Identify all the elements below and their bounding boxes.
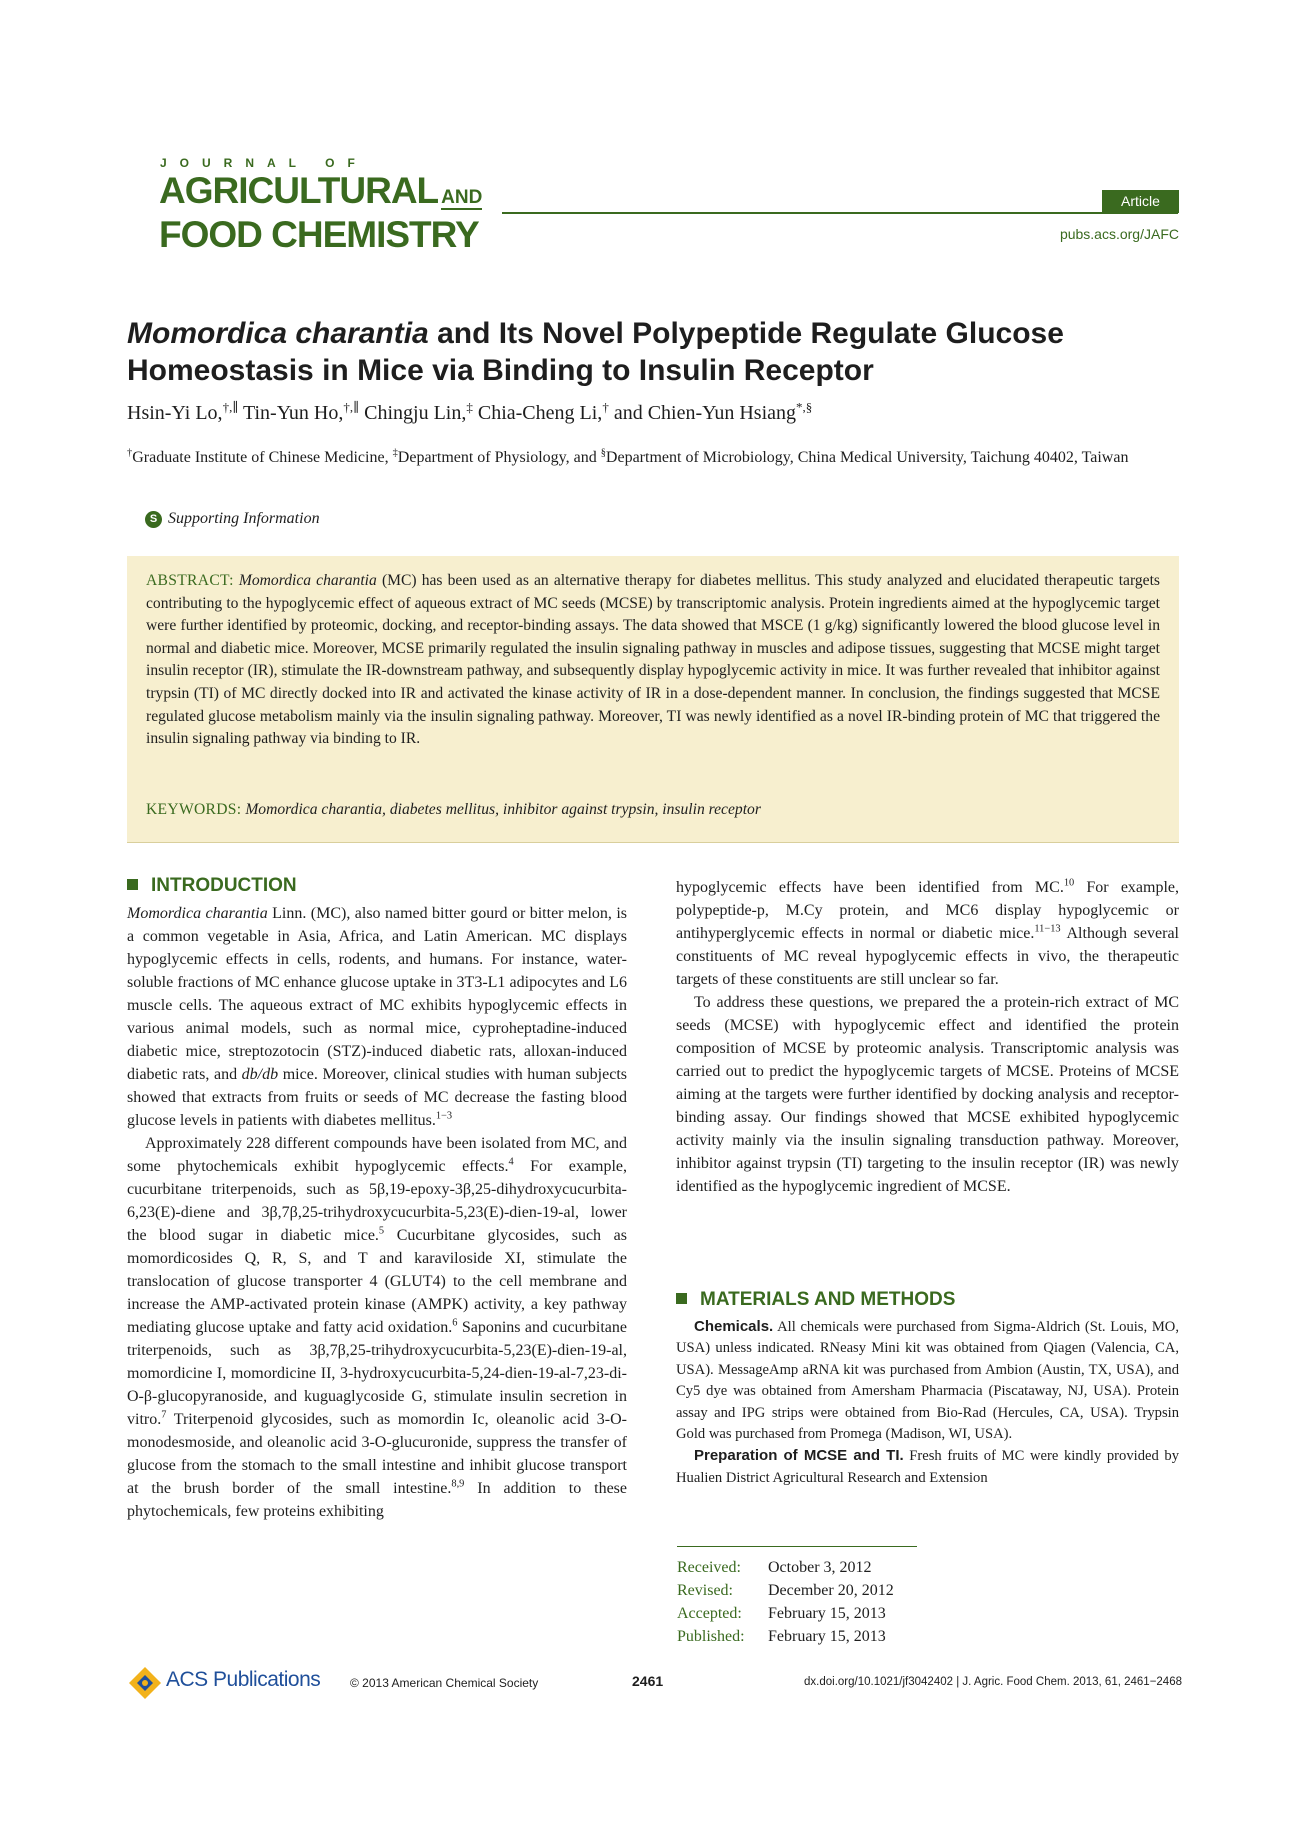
copyright: © 2013 American Chemical Society [350,1676,539,1690]
abstract-species: Momordica charantia [238,572,377,589]
acs-logo-icon [127,1665,163,1701]
author-affil-mark: *,§ [796,399,813,415]
affil-mark: † [127,447,133,459]
title-italic-species: Momordica charantia [127,317,429,350]
affil-text: Department of Microbiology, China Medical University, Taichung 40402, Taiwan [605,449,1129,466]
intro-paragraph-continued [676,876,1179,991]
publication-dates [677,1556,894,1648]
journal-title-line1 [159,172,482,217]
date-value: February 15, 2013 [768,1605,886,1622]
affil-text: Graduate Institute of Chinese Medicine, [132,449,393,466]
date-value: October 3, 2012 [768,1559,872,1576]
affiliations [127,446,1182,469]
keywords-label: KEYWORDS: [146,801,242,818]
chemicals-paragraph [676,1316,1179,1445]
date-row [677,1556,894,1579]
article-title [127,315,1187,389]
author-affil-mark: † [602,399,609,415]
masthead-rule [502,212,1178,214]
date-row [677,1625,894,1648]
citation-ref[interactable]: 6 [452,1317,458,1329]
page-number: 2461 [632,1673,664,1689]
author-name: Hsin-Yi Lo, [127,402,223,424]
date-label: Revised: [677,1582,733,1599]
author-list [127,400,1187,426]
journal-title-and: AND [441,187,483,208]
date-label: Accepted: [677,1605,742,1622]
author-affil-mark: †,∥ [222,399,239,415]
citation-ref[interactable]: 8,9 [451,1478,465,1490]
author-name: Chingju Lin, [364,402,467,424]
paragraph-text: All chemicals were purchased from Sigma-Aldrich (St. Louis, MO, USA) unless indicated. RNeasy Mini kit was obtained from Qiagen (Valencia, CA, USA). MessageAmp aRNA kit was purchased from Ambion (Austin, TX, USA), and Cy5 dye was obtained from Amersham Pharmacia (Piscataway, NJ, USA). Protein assay and IPG strips were obtained from Bio-Rad (Hercules, CA, USA). Trypsin Gold was purchased from Promega (Madison, WI, USA). [676,1319,1179,1443]
section-title: MATERIALS AND METHODS [700,1289,956,1310]
supporting-info-label: Supporting Information [168,510,320,527]
preparation-paragraph [676,1445,1179,1489]
affil-text: Department of Physiology, and [397,449,601,466]
journal-title-agricultural: AGRICULTURAL [159,170,439,211]
journal-title-line2: FOOD CHEMISTRY [159,214,479,255]
supporting-information-link[interactable] [145,510,320,528]
dates-rule [677,1546,917,1547]
paragraph-text: Cucurbitane glycosides, such as momordicosides Q, R, S, and T and karaviloside XI, stimulate the translocation of glucose transporter 4 (GLUT4) to the cell membrane and increase the AMP-activated protein kinase (AMPK) activity, a key pathway mediating glucose uptake and fatty acid oxidation. [127,1227,627,1336]
citation-ref[interactable]: 5 [378,1225,385,1237]
paragraph-text: Linn. (MC), also named bitter gourd or bitter melon, is a common vegetable in Asia, Africa, and Latin American. MC displays hypoglycemic effects in cells, rodents, and humans. For instance, water-soluble fractions of MC enhance glucose uptake in 3T3-L1 adipocytes and L6 muscle cells. The aqueous extract of MC exhibits hypoglycemic effects in various animal models, such as normal mice, cyproheptadine-induced diabetic mice, streptozotocin (STZ)-induced diabetic rats, alloxan-induced diabetic rats, and [127,905,628,1083]
paragraph-text: hypoglycemic effects have been identified from MC. [676,879,1064,896]
section-title: INTRODUCTION [151,875,297,896]
paragraph-text: Fresh fruits of MC were kindly provided by Hualien District Agricultural Research and Extension [676,1448,1179,1486]
section-square-icon [127,879,138,890]
paragraph-text: Approximately 228 different compounds have been isolated from MC, and some phytochemicals exhibit hypoglycemic effects. [127,1135,627,1175]
methods-text [676,1316,1179,1489]
abstract-body: (MC) has been used as an alternative therapy for diabetes mellitus. This study analyzed and elucidated therapeutic targets contributing to the hypoglycemic effect of aqueous extract of MC seeds (MCSE) by transcriptomic analysis. Protein ingredients aimed at the hypoglycemic target were further identified by proteomic, docking, and receptor-binding assays. The data showed that MSCE (1 g/kg) significantly lowered the blood glucose level in normal and diabetic mice. Moreover, MCSE primarily regulated the insulin signaling pathway in muscles and adipose tissues, suggesting that MCSE might target insulin receptor (IR), stimulate the IR-downstream pathway, and subsequently display hypoglycemic activity in mice. It was further revealed that inhibitor against trypsin (TI) of MC directly docked into IR and activated the kinase activity of IR in a dose-dependent manner. In conclusion, the findings suggested that MCSE regulated glucose metabolism mainly via the insulin signaling pathway. Moreover, TI was newly identified as a novel IR-binding protein of MC that triggered the insulin signaling pathway via binding to IR. [146,572,1160,748]
paragraph-text: Saponins and cucurbitane triterpenoids, such as 3β,7β,25-trihydroxycucurbita-5,23(E)-dien-19-al, momordicine I, momordicine II, 3-hydroxycucurbita-5,24-dien-19-al-7,23-di-O-β-glucopyranoside, and kuguaglycoside G, stimulate insulin secretion in vitro. [127,1319,627,1428]
citation-ref[interactable]: 7 [161,1409,167,1421]
paragraph-text: For example, cucurbitane triterpenoids, such as 5β,19-epoxy-3β,25-dihydroxycucurbita-6,23(E)-diene and 3β,7β,25-trihydroxycucurbita-5,23(E)-dien-19-al, lower the blood sugar in diabetic mice. [127,1158,627,1244]
paragraph-text: mice. Moreover, clinical studies with human subjects showed that extracts from fruits or seeds of MC decrease the fasting blood glucose levels in patients with diabetes mellitus. [127,1066,627,1129]
intro-paragraph-2 [127,1132,627,1523]
species-name: Momordica charantia [127,905,268,922]
citation-ref[interactable]: 4 [508,1156,514,1168]
methods-heading [676,1289,955,1311]
author-name: Tin-Yun Ho, [242,402,344,424]
date-label: Published: [677,1628,745,1645]
affil-mark: ‡ [392,447,398,459]
section-square-icon [676,1293,687,1304]
acs-publications-logo[interactable]: ACS Publications [166,1668,321,1691]
citation-ref[interactable]: 1−3 [435,1110,453,1122]
author-name: and Chien-Yun Hsiang [613,402,797,424]
abstract-text [146,570,1160,751]
journal-url-link[interactable]: pubs.acs.org/JAFC [1059,226,1179,242]
author-affil-mark: †,∥ [343,399,360,415]
date-row [677,1602,894,1625]
doi-citation[interactable]: dx.doi.org/10.1021/jf3042402 | J. Agric. Food Chem. 2013, 61, 2461−2468 [804,1676,1182,1688]
intro-paragraph-3: To address these questions, we prepared the a protein-rich extract of MC seeds (MCSE) with hypoglycemic effect and identified the protein composition of MCSE by proteomic analysis. Transcriptomic analysis was carried out to predict the hypoglycemic targets of MCSE. Proteins of MCSE aiming at the targets were further identified by docking analysis and receptor-binding assay. Our findings showed that MCSE exhibited hypoglycemic activity mainly via the insulin signaling transduction pathway. Moreover, inhibitor against trypsin (TI) targeting to the insulin receptor (IR) was newly identified as the hypoglycemic ingredient of MCSE. [676,994,1179,1195]
runin-heading: Chemicals. [694,1318,774,1335]
date-label: Received: [677,1559,741,1576]
citation-ref[interactable]: 11−13 [1034,923,1061,935]
introduction-heading [127,875,297,897]
date-value: December 20, 2012 [768,1582,894,1599]
supporting-info-icon: S [145,511,162,528]
paragraph-text: In addition to these phytochemicals, few proteins exhibiting [127,1480,628,1520]
author-name: Chia-Cheng Li, [477,402,603,424]
date-row [677,1579,894,1602]
intro-paragraph-1 [127,902,627,1132]
affil-mark: § [600,447,606,459]
paragraph-italic: db/db [241,1066,279,1083]
abstract-box [127,556,1179,843]
keywords [146,801,1160,819]
keywords-list: Momordica charantia, diabetes mellitus, inhibitor against trypsin, insulin receptor [245,801,761,818]
left-column [127,902,627,1523]
runin-heading: Preparation of MCSE and TI. [694,1447,904,1465]
right-column [676,876,1179,1198]
article-badge: Article [1102,190,1179,213]
abstract-label: ABSTRACT: [146,572,234,589]
paragraph-text: For example, polypeptide-p, M.Cy protein, and MC6 display hypoglycemic or antihyperglycemic effects in normal or diabetic mice. [676,879,1180,942]
citation-ref[interactable]: 10 [1063,877,1075,889]
paragraph-text: Triterpenoid glycosides, such as momordin Ic, oleanolic acid 3-O-monodesmoside, and oleanolic acid 3-O-glucuronide, suppress the transfer of glucose from the stomach to the small intestine and inhibit glucose transport at the brush border of the small intestine. [127,1411,627,1497]
date-value: February 15, 2013 [768,1628,886,1645]
journal-kicker: JOURNAL OF [160,156,368,170]
paragraph-text: Although several constituents of MC reveal hypoglycemic effects in vivo, the therapeutic targets of these constituents are still unclear so far. [676,925,1179,988]
author-affil-mark: ‡ [466,399,473,415]
title-rest: and Its Novel Polypeptide Regulate Glucose Homeostasis in Mice via Binding to Insulin Receptor [127,317,1064,387]
